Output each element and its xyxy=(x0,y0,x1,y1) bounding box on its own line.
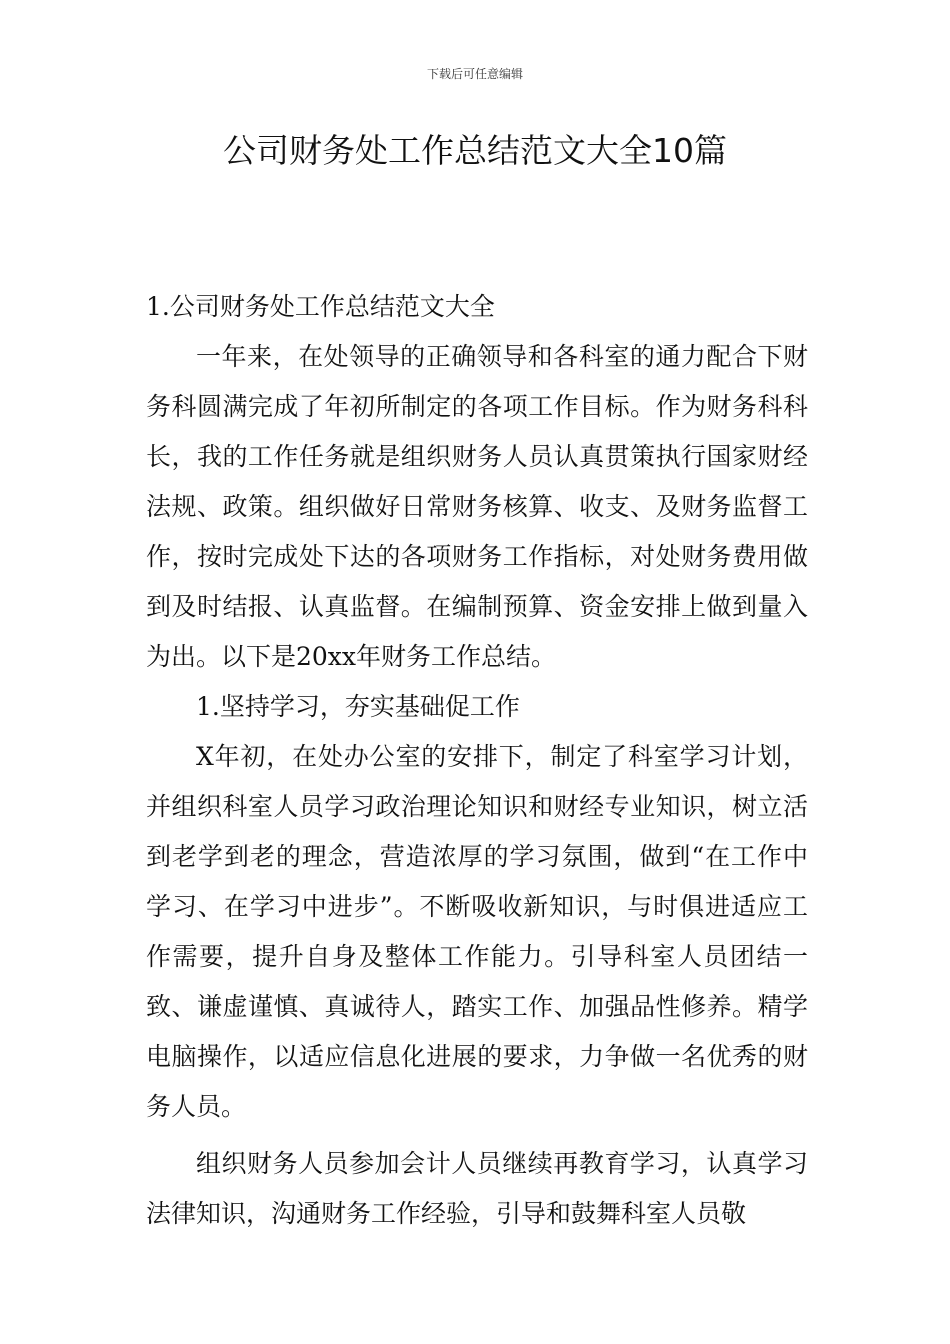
subsection-heading: 1.坚持学习，夯实基础促工作 xyxy=(196,692,520,721)
paragraph-study: X年初，在处办公室的安排下，制定了科室学习计划，并组织科室人员学习政治理论知识和财经专业知识，树立活到老学到老的理念，营造浓厚的学习氛围，做到“在工作中学习、在学习中进步”。不断吸收新知识，与时俱进适应工作需要，提升自身及整体工作能力。引导科室人员团结一致、谦虚谨慎、真诚待人，踏实工作、加强品性修养。精学电脑操作，以适应信息化进展的要求，力争做一名优秀的财务人员。 xyxy=(146,742,808,1121)
document-title: 公司财务处工作总结范文大全10篇 xyxy=(223,131,727,170)
section-heading: 1.公司财务处工作总结范文大全 xyxy=(146,292,495,321)
document-body xyxy=(146,282,808,1239)
paragraph-training: 组织财务人员参加会计人员继续再教育学习，认真学习法律知识，沟通财务工作经验，引导和鼓舞科室人员敬 xyxy=(146,1149,808,1228)
paragraph-intro: 一年来，在处领导的正确领导和各科室的通力配合下财务科圆满完成了年初所制定的各项工作目标。作为财务科科长，我的工作任务就是组织财务人员认真贯策执行国家财经法规、政策。组织做好日常财务核算、收支、及财务监督工作，按时完成处下达的各项财务工作指标，对处财务费用做到及时结报、认真监督。在编制预算、资金安排上做到量入为出。以下是20xx年财务工作总结。 xyxy=(146,342,808,671)
header-note: 下载后可任意编辑 xyxy=(426,67,523,81)
